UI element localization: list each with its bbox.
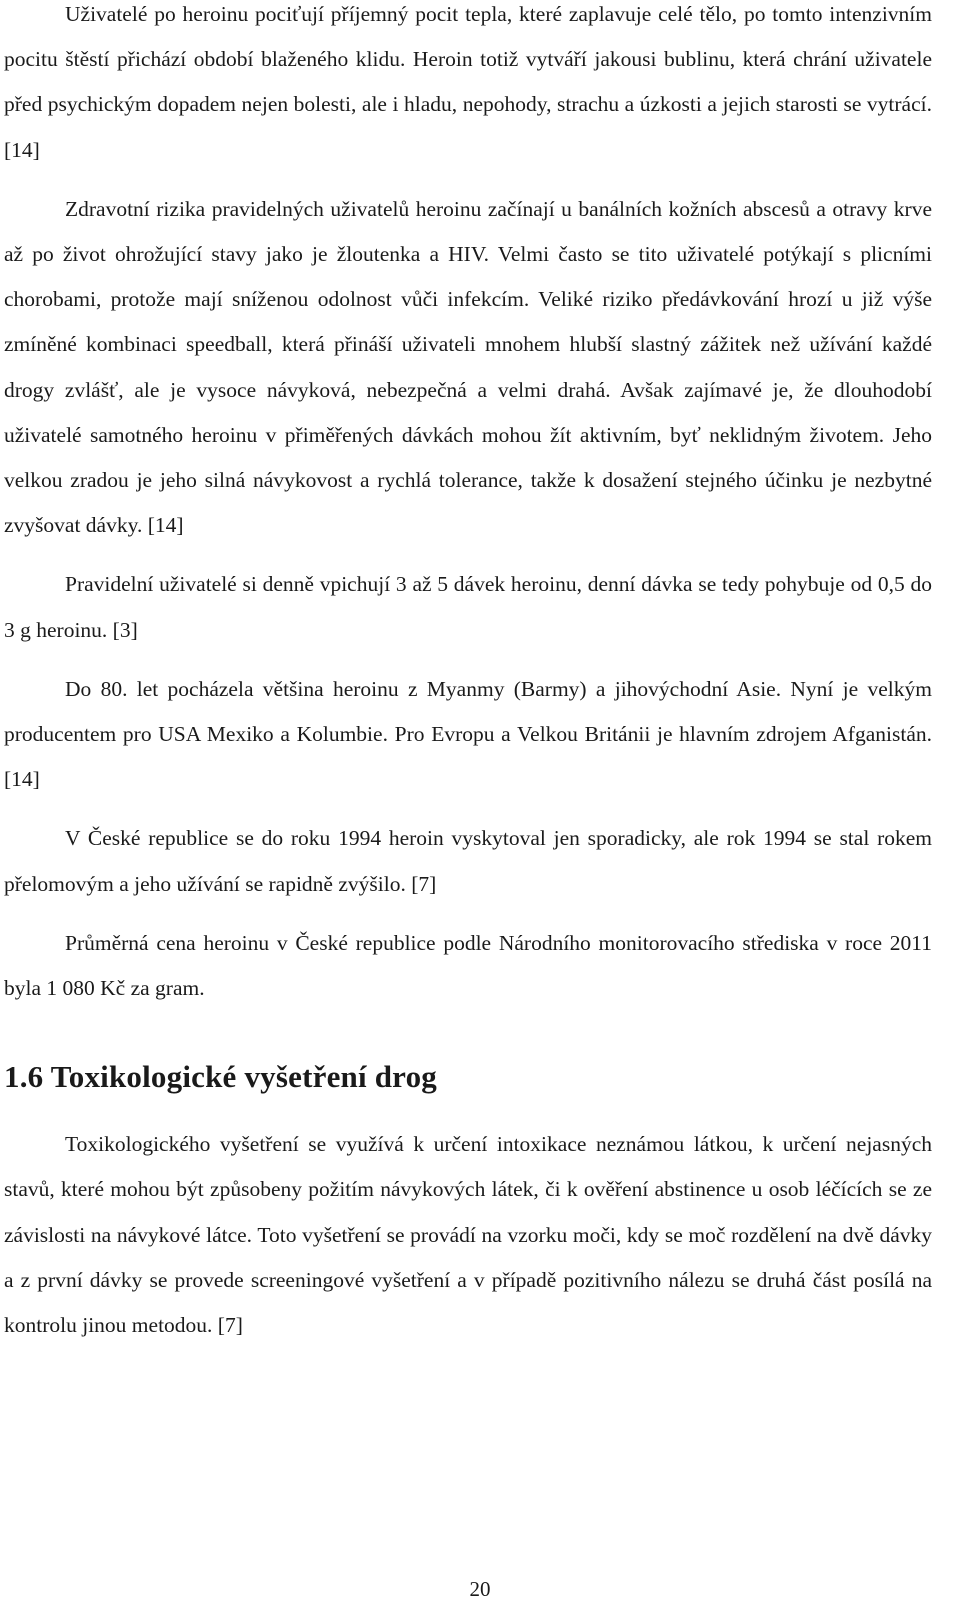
- document-page: [4, 0, 932, 1348]
- paragraph-heroin-price: Průměrná cena heroinu v České republice podle Národního monitorovacího střediska v roce 2011 byla 1 080 Kč za gram.: [4, 930, 932, 1001]
- paragraph-toxicology: Toxikologického vyšetření se využívá k určení intoxikace neznámou látkou, k určení nejasných stavů, které mohou být způsobeny požitím návykových látek, či k ověření abstinence u osob léčících se ze závislosti na návykové látce. Toto vyšetření se provádí na vzorku moči, kdy se moč rozdělení na dvě dávky a z první dávky se provede screeningové vyšetření a v případě pozitivního nálezu se druhá část posílá na kontrolu jinou metodou. [7]: [4, 1132, 932, 1338]
- paragraph-heroin-effects: Uživatelé po heroinu pociťují příjemný pocit tepla, které zaplavuje celé tělo, po tomto intenzivním pocitu štěstí přichází období blaženého klidu. Heroin totiž vytváří jakousi bublinu, která chrání uživatele před psychickým dopadem nejen bolesti, ale i hladu, nepohody, strachu a úzkosti a jejich starosti se vytrácí. [14]: [4, 2, 932, 162]
- page-number: 20: [469, 1577, 491, 1601]
- paragraph-daily-dose: Pravidelní uživatelé si denně vpichují 3 až 5 dávek heroinu, denní dávka se tedy pohybuje od 0,5 do 3 g heroinu. [3]: [4, 572, 932, 642]
- paragraph-health-risks: Zdravotní rizika pravidelných uživatelů heroinu začínají u banálních kožních abscesů a otravy krve až po život ohrožující stavy jako je žloutenka a HIV. Velmi často se tito uživatelé potýkají s plicními chorobami, protože mají sníženou odolnost vůči infekcím. Veliké riziko předávkování hrozí u již výše zmíněné kombinaci speedball, která přináší uživateli mnohem hlubší slastný zážitek než užívání každé drogy zvlášť, ale je vysoce návyková, nebezpečná a velmi drahá. Avšak zajímavé je, že dlouhodobí uživatelé samotného heroinu v přiměřených dávkách mohou žít aktivním, byť neklidným životem. Jeho velkou zradou je jeho silná návykovost a rychlá tolerance, takže k dosažení stejného účinku je nezbytné zvyšovat dávky. [14]: [4, 196, 932, 538]
- paragraph-heroin-origin: Do 80. let pocházela většina heroinu z Myanmy (Barmy) a jihovýchodní Asie. Nyní je velkým producentem pro USA Mexiko a Kolumbie. Pro Evropu a Velkou Británii je hlavním zdrojem Afganistán. [14]: [4, 676, 932, 792]
- section-heading: 1.6 Toxikologické vyšetření drog: [4, 1059, 437, 1095]
- paragraph-czech-republic: V České republice se do roku 1994 heroin vyskytoval jen sporadicky, ale rok 1994 se stal rokem přelomovým a jeho užívání se rapidně zvýšilo. [7]: [4, 826, 932, 896]
